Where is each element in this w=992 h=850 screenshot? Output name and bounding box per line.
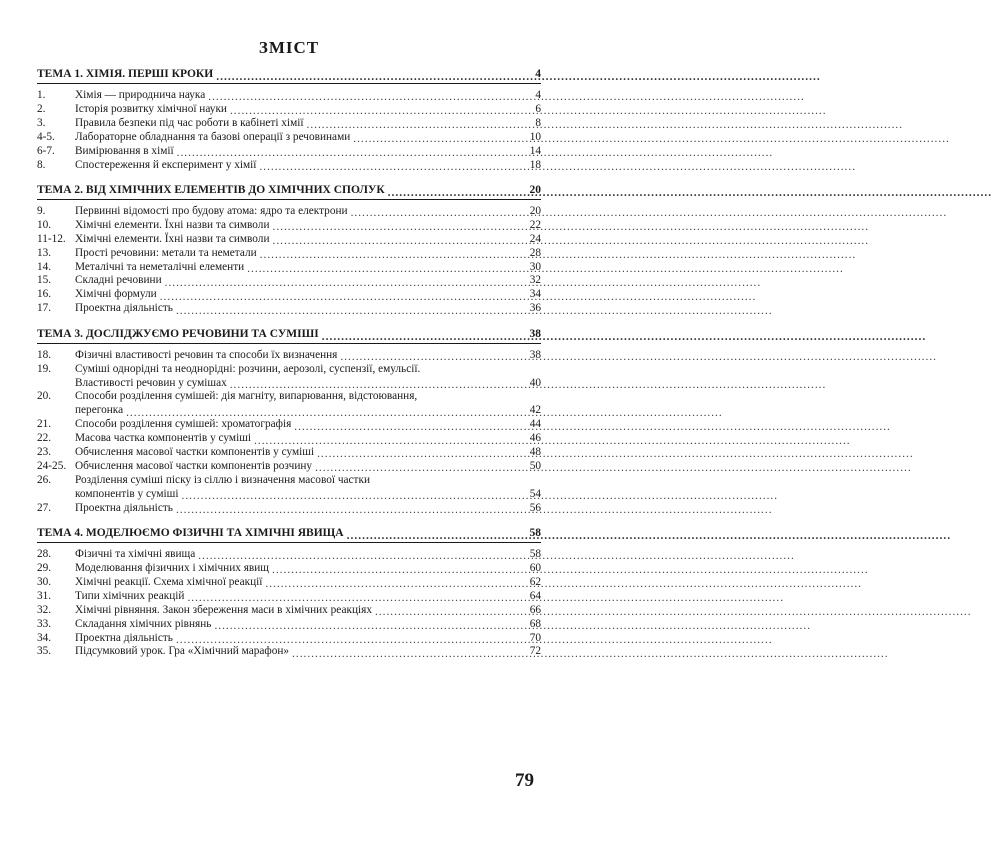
entry-title: Масова частка компонентів у суміші bbox=[75, 432, 252, 445]
entry-title: Правила безпеки під час роботи в кабінеті хімії bbox=[75, 116, 304, 129]
entry-page: 44 bbox=[529, 418, 541, 431]
entry-number: 21. bbox=[37, 418, 52, 431]
entry-title: Спостереження й експеримент у хімії bbox=[75, 158, 257, 171]
entry-number: 14. bbox=[37, 260, 52, 273]
toc-entry[interactable] bbox=[37, 159, 541, 172]
entry-page: 54 bbox=[529, 487, 541, 500]
toc-entry[interactable] bbox=[37, 645, 541, 658]
entry-number: 13. bbox=[37, 246, 52, 259]
dot-leader bbox=[247, 264, 524, 274]
toc-entry[interactable] bbox=[37, 418, 541, 431]
entry-number: 10. bbox=[37, 218, 52, 231]
entry-title-continued: компонентів у суміші bbox=[75, 487, 179, 500]
entry-page: 14 bbox=[529, 144, 541, 157]
dot-leader bbox=[294, 422, 524, 432]
dot-leader bbox=[182, 491, 525, 501]
entry-title: Обчислення масової частки компонентів у суміші bbox=[75, 446, 315, 459]
entry-number: 9. bbox=[37, 204, 46, 217]
dot-leader bbox=[292, 649, 524, 659]
entry-number: 4-5. bbox=[37, 130, 55, 143]
dot-leader bbox=[340, 352, 524, 362]
dot-leader bbox=[388, 188, 524, 198]
toc-entry[interactable] bbox=[37, 632, 541, 645]
dot-leader bbox=[272, 565, 524, 575]
dot-leader bbox=[322, 332, 524, 342]
toc-entry-line bbox=[37, 390, 541, 403]
dot-leader bbox=[216, 72, 524, 82]
entry-page: 32 bbox=[529, 274, 541, 287]
entry-title: Хімічні елементи. Їхні назви та символи bbox=[75, 232, 270, 245]
dot-leader bbox=[273, 236, 525, 246]
entry-number: 18. bbox=[37, 348, 52, 361]
toc-section bbox=[37, 326, 541, 515]
toc-entry[interactable] bbox=[37, 219, 541, 232]
entry-number: 22. bbox=[37, 432, 52, 445]
entry-page: 64 bbox=[529, 589, 541, 602]
entry-page: 50 bbox=[529, 459, 541, 472]
entry-title: Складні речовини bbox=[75, 274, 162, 287]
dot-leader bbox=[347, 531, 524, 541]
theme-page: 38 bbox=[529, 327, 541, 340]
dot-leader bbox=[260, 250, 524, 260]
theme-row[interactable] bbox=[37, 66, 541, 84]
toc-entry[interactable] bbox=[37, 302, 541, 315]
entry-title: Хімічні рівняння. Закон збереження маси в хімічних реакціях bbox=[75, 603, 372, 616]
toc-entry[interactable] bbox=[37, 562, 541, 575]
dot-leader bbox=[254, 436, 524, 446]
entry-page: 62 bbox=[529, 575, 541, 588]
toc-entry[interactable] bbox=[37, 145, 541, 158]
entry-page: 56 bbox=[529, 501, 541, 514]
toc-entry[interactable] bbox=[37, 618, 541, 631]
entry-number: 17. bbox=[37, 302, 52, 315]
toc-entry[interactable] bbox=[37, 446, 541, 459]
entry-number: 8. bbox=[37, 158, 46, 171]
dot-leader bbox=[353, 134, 524, 144]
theme-page: 20 bbox=[529, 183, 541, 196]
toc-entry[interactable] bbox=[37, 233, 541, 246]
theme-row[interactable] bbox=[37, 326, 541, 344]
dot-leader bbox=[265, 579, 524, 589]
entry-number: 28. bbox=[37, 548, 52, 561]
dot-leader bbox=[375, 607, 524, 617]
entry-page: 4 bbox=[535, 89, 541, 101]
entry-title-continued: Властивості речовин у сумішах bbox=[75, 376, 227, 389]
toc-entry[interactable] bbox=[37, 502, 541, 515]
dot-leader bbox=[230, 106, 524, 116]
toc-list bbox=[37, 66, 541, 659]
entry-page: 66 bbox=[529, 603, 541, 616]
dot-leader bbox=[214, 621, 524, 631]
dot-leader bbox=[259, 162, 524, 172]
entry-title: Хімічні реакції. Схема хімічної реакції bbox=[75, 575, 263, 588]
entry-number: 2. bbox=[37, 102, 46, 115]
page-number: 79 bbox=[515, 770, 534, 791]
toc-entry[interactable] bbox=[37, 274, 541, 287]
toc-entry-line bbox=[37, 404, 541, 417]
toc-entry[interactable] bbox=[37, 103, 541, 116]
dot-leader bbox=[177, 148, 524, 158]
toc-entry-line bbox=[37, 488, 541, 501]
entry-number: 19. bbox=[37, 362, 52, 375]
entry-number: 1. bbox=[37, 89, 46, 101]
dot-leader bbox=[273, 222, 525, 232]
entry-page: 46 bbox=[529, 432, 541, 445]
entry-title: Хімічні елементи. Їхні назви та символи bbox=[75, 218, 270, 231]
dot-leader bbox=[176, 306, 524, 316]
theme-title: ТЕМА 1. ХІМІЯ. ПЕРШІ КРОКИ bbox=[37, 68, 214, 80]
entry-title: Підсумковий урок. Гра «Хімічний марафон» bbox=[75, 645, 290, 658]
theme-title: ТЕМА 4. МОДЕЛЮЄМО ФІЗИЧНІ ТА ХІМІЧНІ ЯВИЩА bbox=[37, 527, 344, 540]
entry-page: 42 bbox=[529, 404, 541, 417]
entry-page: 28 bbox=[529, 246, 541, 259]
entry-number: 30. bbox=[37, 575, 52, 588]
toc-section bbox=[37, 66, 541, 172]
dot-leader bbox=[307, 120, 525, 130]
toc-entry-line bbox=[37, 377, 541, 390]
entry-title: Суміші однорідні та неоднорідні: розчини, аерозолі, суспензії, емульсії. bbox=[75, 362, 421, 375]
entry-page: 38 bbox=[529, 348, 541, 361]
dot-leader bbox=[126, 408, 524, 418]
entry-title: Обчислення масової частки компонентів розчину bbox=[75, 459, 313, 472]
entry-page: 8 bbox=[535, 116, 541, 129]
dot-leader bbox=[176, 505, 524, 515]
entry-page: 68 bbox=[529, 617, 541, 630]
entry-title: Металічні та неметалічні елементи bbox=[75, 260, 245, 273]
toc-entry[interactable] bbox=[37, 590, 541, 603]
entry-number: 16. bbox=[37, 288, 52, 301]
entry-number: 27. bbox=[37, 501, 52, 514]
entry-number: 15. bbox=[37, 274, 52, 287]
dot-leader bbox=[198, 551, 524, 561]
entry-page: 36 bbox=[529, 302, 541, 315]
dot-leader bbox=[187, 593, 524, 603]
entry-title: Хімічні формули bbox=[75, 288, 157, 301]
toc-entry[interactable] bbox=[37, 576, 541, 589]
entry-title: Первинні відомості про будову атома: ядро та електрони bbox=[75, 204, 348, 217]
entry-number: 11-12. bbox=[37, 232, 66, 245]
entry-page: 18 bbox=[529, 158, 541, 171]
dot-leader bbox=[208, 92, 524, 102]
entry-title: Фізичні та хімічні явища bbox=[75, 548, 196, 561]
entry-page: 6 bbox=[535, 102, 541, 115]
theme-row[interactable] bbox=[37, 182, 541, 200]
entry-title: Моделювання фізичних і хімічних явищ bbox=[75, 561, 270, 574]
toc-section bbox=[37, 182, 541, 316]
toc-entry[interactable] bbox=[37, 288, 541, 301]
toc-entry[interactable] bbox=[37, 390, 541, 417]
entry-title: Розділення суміші піску із сіллю і визначення масової частки bbox=[75, 473, 371, 486]
entry-title: Фізичні властивості речовин та способи їх визначення bbox=[75, 348, 338, 361]
entry-page: 40 bbox=[529, 376, 541, 389]
entry-title: Проектна діяльність bbox=[75, 631, 173, 644]
toc-entry[interactable] bbox=[37, 432, 541, 445]
toc-entry[interactable] bbox=[37, 117, 541, 130]
theme-title: ТЕМА 3. ДОСЛІДЖУЄМО РЕЧОВИНИ ТА СУМІШІ bbox=[37, 327, 319, 340]
table-of-contents bbox=[37, 38, 541, 669]
theme-title: ТЕМА 2. ВІД ХІМІЧНИХ ЕЛЕМЕНТІВ ДО ХІМІЧНИХ СПОЛУК bbox=[37, 183, 385, 196]
toc-entry[interactable] bbox=[37, 474, 541, 501]
entry-page: 48 bbox=[529, 446, 541, 459]
entry-title: Прості речовини: метали та неметали bbox=[75, 246, 257, 259]
entry-number: 32. bbox=[37, 603, 52, 616]
entry-number: 24-25. bbox=[37, 459, 67, 472]
toc-entry[interactable] bbox=[37, 205, 541, 218]
toc-entry[interactable] bbox=[37, 131, 541, 144]
toc-entry[interactable] bbox=[37, 247, 541, 260]
dot-leader bbox=[165, 278, 524, 288]
entry-number: 29. bbox=[37, 561, 52, 574]
entry-page: 72 bbox=[529, 645, 541, 658]
dot-leader bbox=[176, 635, 524, 645]
entry-page: 20 bbox=[529, 204, 541, 217]
entry-number: 31. bbox=[37, 589, 52, 602]
entry-page: 60 bbox=[529, 561, 541, 574]
theme-row[interactable] bbox=[37, 525, 541, 543]
entry-page: 24 bbox=[529, 232, 541, 245]
dot-leader bbox=[230, 380, 524, 390]
entry-number: 20. bbox=[37, 390, 52, 403]
toc-entry-line bbox=[37, 363, 541, 376]
toc-section bbox=[37, 525, 541, 659]
toc-entry[interactable] bbox=[37, 89, 541, 102]
page-title: ЗМІСТ bbox=[258, 38, 320, 57]
dot-leader bbox=[160, 292, 524, 302]
entry-number: 26. bbox=[37, 473, 52, 486]
entry-number: 23. bbox=[37, 446, 52, 459]
entry-number: 34. bbox=[37, 631, 52, 644]
entry-number: 6-7. bbox=[37, 144, 55, 157]
dot-leader bbox=[317, 449, 524, 459]
toc-entry[interactable] bbox=[37, 349, 541, 362]
entry-title: Історія розвитку хімічної науки bbox=[75, 102, 227, 115]
entry-page: 70 bbox=[529, 631, 541, 644]
entry-title: Типи хімічних реакцій bbox=[75, 589, 185, 602]
entry-page: 10 bbox=[529, 130, 541, 143]
entry-title: Вимірювання в хімії bbox=[75, 144, 174, 157]
toc-entry[interactable] bbox=[37, 261, 541, 274]
entry-page: 58 bbox=[529, 548, 541, 561]
entry-title: Способи розділення сумішей: хроматографія bbox=[75, 418, 292, 431]
dot-leader bbox=[315, 463, 524, 473]
theme-page: 4 bbox=[535, 68, 541, 80]
entry-number: 35. bbox=[37, 645, 52, 658]
toc-entry-line bbox=[37, 474, 541, 487]
entry-title: Складання хімічних рівнянь bbox=[75, 617, 212, 630]
entry-page: 30 bbox=[529, 260, 541, 273]
entry-title: Лабораторне обладнання та базові операції з речовинами bbox=[75, 130, 351, 143]
entry-page: 22 bbox=[529, 218, 541, 231]
entry-number: 3. bbox=[37, 116, 46, 129]
toc-entry[interactable] bbox=[37, 363, 541, 390]
toc-entry[interactable] bbox=[37, 604, 541, 617]
toc-entry[interactable] bbox=[37, 460, 541, 473]
entry-page: 34 bbox=[529, 288, 541, 301]
dot-leader bbox=[351, 208, 524, 218]
theme-page: 58 bbox=[529, 527, 541, 540]
entry-number: 33. bbox=[37, 617, 52, 630]
entry-title: Проектна діяльність bbox=[75, 501, 173, 514]
toc-entry[interactable] bbox=[37, 548, 541, 561]
entry-title: Хімія — природнича наука bbox=[75, 89, 206, 101]
entry-title: Проектна діяльність bbox=[75, 302, 173, 315]
entry-title: Способи розділення сумішей: дія магніту, випарювання, відстоювання, bbox=[75, 390, 418, 403]
entry-title-continued: перегонка bbox=[75, 404, 124, 417]
